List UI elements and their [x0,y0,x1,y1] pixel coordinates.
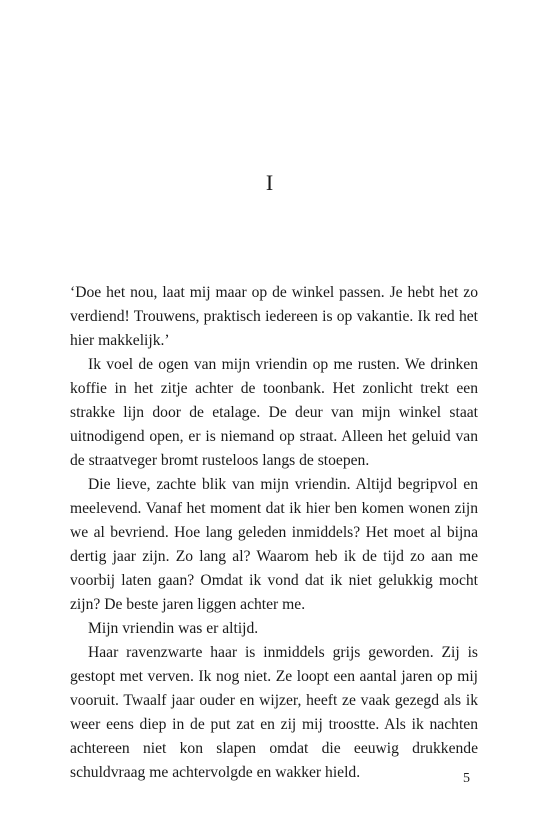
page-number: 5 [463,771,470,786]
paragraph-2: Ik voel de ogen van mijn vriendin op me rusten. We drinken koffie in het zitje achter de toonbank. Het zonlicht trekt een strakke lijn door de etalage. De deur van mijn winkel staat uitnodigend open, er is niemand op straat. Alleen het geluid van de straatveger bromt rusteloos langs de stoepen. [70,356,478,469]
paragraph-1: ‘Doe het nou, laat mij maar op de winkel passen. Je hebt het zo verdiend! Trouwens, praktisch iedereen is op vakantie. Ik red het hier makkelijk.’ [70,284,478,349]
paragraph-5: Haar ravenzwarte haar is inmiddels grijs geworden. Zij is gestopt met verven. Ik nog niet. Ze loopt een aantal jaren op mij vooruit. Twaalf jaar ouder en wijzer, heeft ze vaak gezegd als ik weer eens diep in de put zat en zij mij troostte. Als ik nachten achtereen niet kon slapen omdat die eeuwig drukkende schuldvraag me achtervolgde en wakker hield. [70,644,478,781]
chapter-body [70,281,478,785]
chapter-number: I [265,170,275,195]
paragraph-3: Die lieve, zachte blik van mijn vriendin. Altijd begripvol en meelevend. Vanaf het moment dat ik hier ben komen wonen zijn we al bevriend. Hoe lang geleden inmiddels? Het moet al bijna dertig jaar zijn. Zo lang al? Waarom heb ik de tijd zo aan me voorbij laten gaan? Omdat ik vond dat ik niet gelukkig mocht zijn? De beste jaren liggen achter me. [70,476,478,613]
paragraph-4: Mijn vriendin was er altijd. [88,620,259,637]
